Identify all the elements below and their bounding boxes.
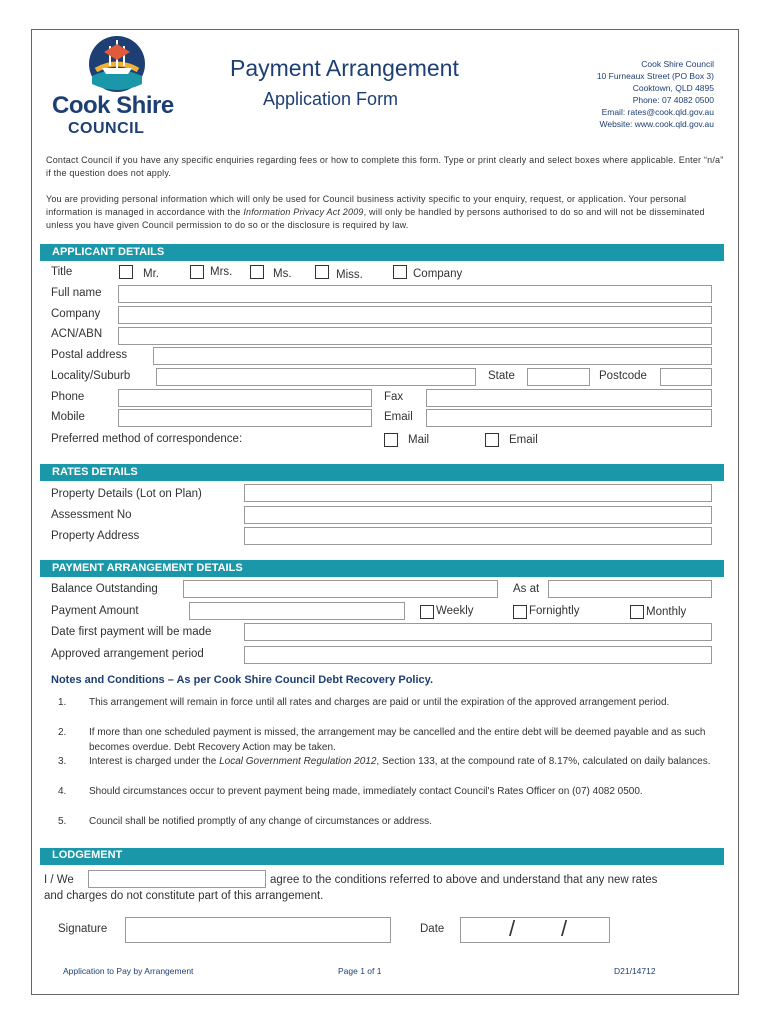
arrangement-period-field[interactable] [244, 646, 712, 664]
note-text: If more than one scheduled payment is missed, the arrangement may be cancelled and the entire debt will be deemed payable and as such becomes overdue. Debt Recovery Action may be taken. [89, 727, 706, 753]
acn-label: ACN/ABN [51, 328, 103, 340]
locality-field[interactable] [156, 368, 476, 386]
correspondence-mail-label: Mail [408, 434, 430, 446]
acn-field[interactable] [118, 327, 712, 345]
correspondence-email-checkbox[interactable] [485, 433, 499, 447]
monthly-label: Monthly [646, 606, 687, 618]
phone-field[interactable] [118, 389, 372, 407]
balance-outstanding-field[interactable] [183, 580, 498, 598]
contact-line: Cooktown, QLD 4895 [632, 83, 714, 93]
title-label: Title [51, 266, 73, 278]
weekly-label: Weekly [436, 605, 474, 617]
contact-line: Phone: 07 4082 0500 [632, 95, 714, 105]
state-field[interactable] [527, 368, 590, 386]
privacy-act-name: Information Privacy Act 2009 [243, 207, 364, 217]
monthly-checkbox[interactable] [630, 605, 644, 619]
title-mr-checkbox[interactable] [119, 265, 133, 279]
locality-label: Locality/Suburb [51, 370, 131, 382]
weekly-checkbox[interactable] [420, 605, 434, 619]
note-number: 1. [58, 697, 67, 708]
privacy-paragraph [46, 193, 726, 232]
first-payment-field[interactable] [244, 623, 712, 641]
note-number: 4. [58, 786, 67, 797]
title-mr-label: Mr. [143, 268, 159, 280]
regulation-name: Local Government Regulation 2012 [219, 756, 377, 767]
date-label: Date [420, 923, 445, 935]
postcode-label: Postcode [599, 370, 647, 382]
intro-paragraph: Contact Council if you have any specific enquiries regarding fees or how to complete this form. Type or print clearly and select boxes where applicable. Enter “n/a” if the question does not apply. [46, 155, 724, 178]
note-text: Should circumstances occur to prevent payment being made, immediately contact Council's Rates Officer on (07) 4082 0500. [89, 786, 643, 797]
company-field[interactable] [118, 306, 712, 324]
assessment-no-label: Assessment No [51, 509, 132, 521]
logo-emblem-icon [82, 34, 152, 94]
i-we-label: I / We [44, 874, 74, 886]
preferred-correspondence-label: Preferred method of correspondence: [51, 433, 243, 445]
title-ms-checkbox[interactable] [250, 265, 264, 279]
applicant-name-field[interactable] [88, 870, 266, 888]
mobile-field[interactable] [118, 409, 372, 427]
postal-address-field[interactable] [153, 347, 712, 365]
correspondence-email-label: Email [509, 434, 538, 446]
page-title: Payment Arrangement [230, 55, 459, 81]
property-address-label: Property Address [51, 530, 140, 542]
email-field[interactable] [426, 409, 712, 427]
title-mrs-checkbox[interactable] [190, 265, 204, 279]
lodgement-heading: LODGEMENT [40, 848, 724, 863]
note-number: 2. [58, 727, 67, 738]
company-label: Company [51, 308, 101, 320]
note-number: 5. [58, 816, 67, 827]
arrangement-period-label: Approved arrangement period [51, 648, 204, 660]
mobile-label: Mobile [51, 411, 85, 423]
first-payment-label: Date first payment will be made [51, 626, 212, 638]
property-address-field[interactable] [244, 527, 712, 545]
title-company-label: Company [413, 268, 463, 280]
contact-email: Email: rates@cook.qld.gov.au [601, 107, 714, 117]
notes-heading: Notes and Conditions – As per Cook Shire Council Debt Recovery Policy. [51, 674, 434, 686]
privacy-text: , will only be handled by persons authorised to do so and will not be disseminated unless you have given Council permission to do so or the disclosure is required by law. [46, 207, 705, 230]
phone-label: Phone [51, 391, 85, 403]
as-at-label: As at [513, 583, 540, 595]
contact-block [597, 58, 714, 130]
note-text: This arrangement will remain in force until all rates and charges are paid or until the expiration of the approved arrangement period. [89, 697, 670, 708]
contact-line: 10 Furneaux Street (PO Box 3) [596, 71, 714, 81]
signature-field[interactable] [125, 917, 391, 943]
note-number: 3. [58, 756, 67, 767]
date-field[interactable] [460, 917, 610, 943]
logo-subtitle: COUNCIL [68, 120, 145, 137]
privacy-text: You are providing personal information which will only be used for Council business activity specific to your enquiry, request, or application. Your personal information is managed in accordance with the [46, 194, 687, 217]
title-mrs-label: Mrs. [210, 266, 233, 278]
agreement-text-continued: and charges do not constitute part of this arrangement. [44, 890, 324, 902]
signature-label: Signature [58, 923, 108, 935]
full-name-field[interactable] [118, 285, 712, 303]
assessment-no-field[interactable] [244, 506, 712, 524]
date-separator: / [561, 916, 568, 941]
footer-doc-id: D21/14712 [614, 966, 656, 976]
correspondence-mail-checkbox[interactable] [384, 433, 398, 447]
full-name-label: Full name [51, 287, 102, 299]
payment-amount-field[interactable] [189, 602, 405, 620]
footer-form-name: Application to Pay by Arrangement [63, 966, 194, 976]
state-label: State [488, 370, 515, 382]
contact-website: Website: www.cook.qld.gov.au [599, 119, 714, 129]
council-logo [52, 34, 182, 140]
fax-label: Fax [384, 391, 404, 403]
postcode-field[interactable] [660, 368, 712, 386]
lodgement-divider [40, 863, 724, 865]
agreement-text: agree to the conditions referred to above and understand that any new rates [270, 874, 658, 886]
applicant-details-heading: APPLICANT DETAILS [40, 244, 724, 261]
note-text-part: Interest is charged under the [89, 756, 220, 767]
property-details-label: Property Details (Lot on Plan) [51, 488, 202, 500]
fortnightly-label: Fornightly [529, 605, 580, 617]
fax-field[interactable] [426, 389, 712, 407]
note-text-part: , Section 133, at the compound rate of 8.17%, calculated on daily balances. [376, 756, 711, 767]
fortnightly-checkbox[interactable] [513, 605, 527, 619]
title-company-checkbox[interactable] [393, 265, 407, 279]
contact-line: Cook Shire Council [641, 59, 714, 69]
title-ms-label: Ms. [273, 268, 292, 280]
date-separator: / [509, 916, 516, 941]
page-subtitle: Application Form [263, 89, 399, 109]
note-text [89, 754, 717, 769]
payment-details-heading: PAYMENT ARRANGEMENT DETAILS [40, 560, 724, 577]
balance-outstanding-label: Balance Outstanding [51, 583, 158, 595]
note-text: Council shall be notified promptly of any change of circumstances or address. [89, 816, 432, 827]
title-miss-checkbox[interactable] [315, 265, 329, 279]
logo-title: Cook Shire [52, 92, 174, 119]
title-miss-label: Miss. [336, 269, 363, 281]
property-details-field[interactable] [244, 484, 712, 502]
email-label: Email [384, 411, 413, 423]
as-at-field[interactable] [548, 580, 712, 598]
footer-page-number: Page 1 of 1 [338, 966, 382, 976]
payment-amount-label: Payment Amount [51, 605, 139, 617]
rates-details-heading: RATES DETAILS [40, 464, 724, 481]
postal-address-label: Postal address [51, 349, 128, 361]
